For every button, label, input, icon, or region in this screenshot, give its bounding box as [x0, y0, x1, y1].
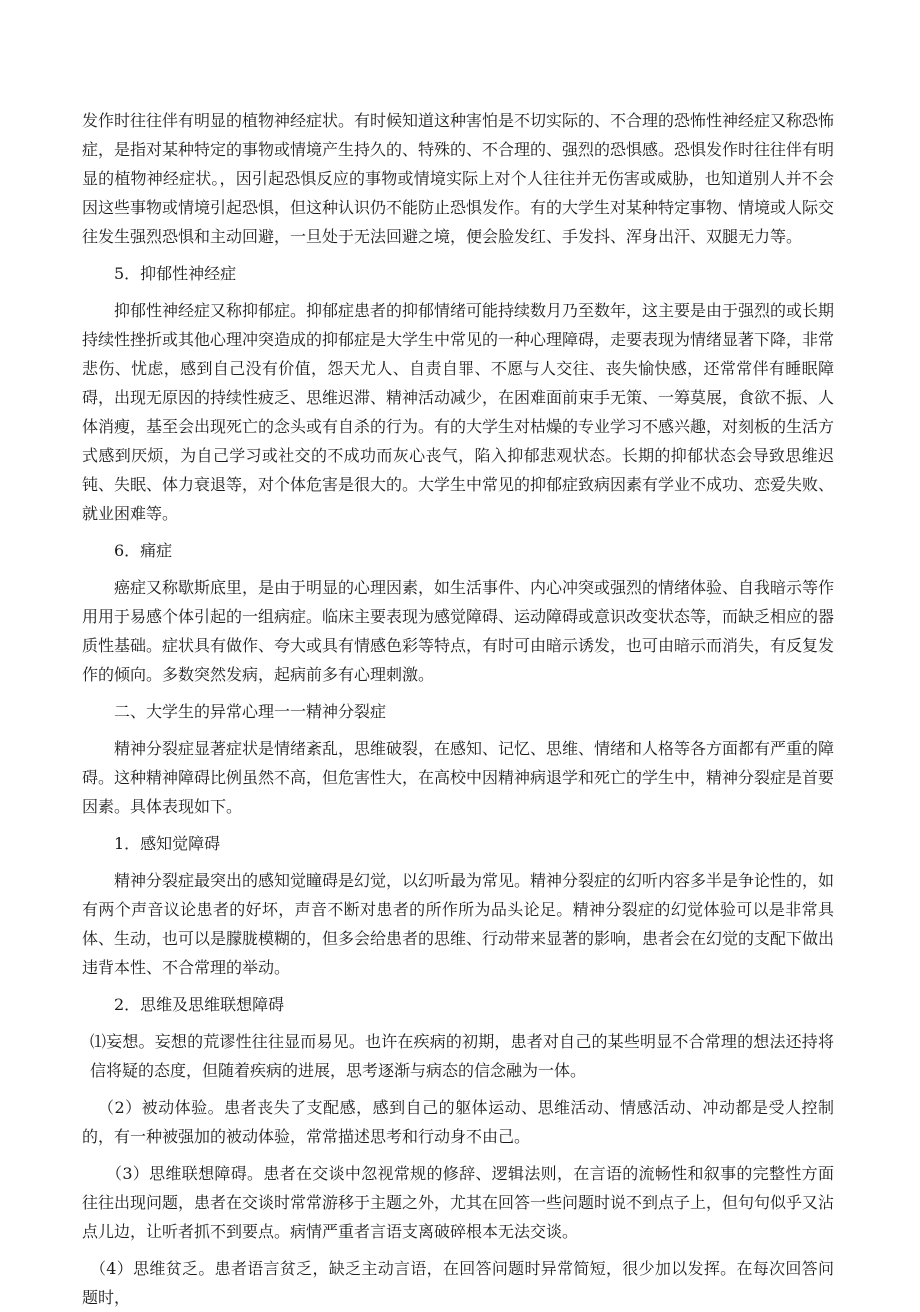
- heading-depressive-neurosis: 5．抑郁性神经症: [114, 264, 237, 283]
- heading-thought-disorder: 2．思维及思维联想障碍: [114, 995, 285, 1014]
- document-page: [82, 106, 834, 1312]
- paragraph-poverty-of-thought: （4）思维贫乏。患者语言贫乏，缺乏主动言语，在回答问题时异常简短，很少加以发挥。在每次回答问题时，: [82, 1259, 834, 1307]
- heading-schizophrenia: 二、大学生的异常心理一一精神分裂症: [114, 702, 387, 721]
- paragraph-phobia: 发作时往往伴有明显的植物神经症状。有时候知道这种害怕是不切实际的、不合理的恐怖性神经症又称恐怖症，是指对某种特定的事物或情境产生持久的、特殊的、不合理的、强烈的恐惧感。恐惧发作时往往伴有明显的植物神经症状。，因引起恐惧反应的事物或情境实际上对个人往往并无伤害或威胁，也知道别人并不会因这些事物或情境引起恐惧，但这种认识仍不能防止恐惧发作。有的大学生对某种特定事物、情境或人际交往发生强烈恐惧和主动回避，一旦处于无法回避之境，便会脸发红、手发抖、浑身出汗、双腿无力等。: [82, 111, 835, 246]
- paragraph-hysteria: 癌症又称歇斯底里，是由于明显的心理因素，如生活事件、内心冲突或强烈的情绪体验、自我暗示等作用用于易感个体引起的一组病症。临床主要表现为感觉障碍、运动障碍或意识改变状态等，而缺乏相应的器质性基础。症状具有做作、夸大或具有情感色彩等特点，有时可由暗示诱发，也可由暗示而消失，有反复发作的倾向。多数突然发病，起病前多有心理刺激。: [82, 578, 835, 684]
- paragraph-passive-experience: （2）被动体验。患者丧失了支配感，感到自己的躯体运动、思维活动、情感活动、冲动都是受人控制的，有一种被强加的被动体验，常常描述思考和行动身不由己。: [82, 1098, 834, 1146]
- heading-perception-disorder: 1．感知觉障碍: [114, 834, 221, 853]
- paragraph-perception-disorder: 精神分裂症最突出的感知觉瞳碍是幻觉，以幻听最为常见。精神分裂症的幻听内容多半是争论性的，如有两个声音议论患者的好坏，声音不断对患者的所作所为品头论足。精神分裂症的幻觉体验可以是非常具体、生动，也可以是朦胧模糊的，但多会给患者的思维、行动带来显著的影响，患者会在幻觉的支配下做出违背本性、不合常理的举动。: [82, 871, 835, 977]
- paragraph-delusion: ⑴妄想。妄想的荒谬性往往显而易见。也许在疾病的初期，患者对自己的某些明显不合常理的想法还持将信将疑的态度，但随着疾病的进展，思考逐渐与病态的信念融为一体。: [90, 1032, 834, 1080]
- paragraph-schizophrenia: 精神分裂症显著症状是情绪紊乱，思维破裂，在感知、记忆、思维、情绪和人格等各方面都有严重的障碍。这种精神障碍比例虽然不高，但危害性大，在高校中因精神病退学和死亡的学生中，精神分裂症是首要因素。具体表现如下。: [82, 739, 835, 816]
- paragraph-depression: 抑郁性神经症又称抑郁症。抑郁症患者的抑郁情绪可能持续数月乃至数年，这主要是由于强烈的或长期持续性挫折或其他心理冲突造成的抑郁症是大学生中常见的一种心理障碍，走要表现为情绪显著下降，非常悲伤、忧虑，感到自己没有价值，怨天尤人、自责自罪、不愿与人交往、丧失愉快感，还常常伴有睡眠障碍，出现无原因的持续性疲乏、思维迟滞、精神活动减少，在困难面前束手无策、一筹莫展，食欲不振、人体消瘦，基至会出现死亡的念头或有自杀的行为。有的大学生对枯燥的专业学习不感兴趣，对刻板的生活方式感到厌烦，为自己学习或社交的不成功而灰心丧气，陷入抑郁悲观状态。长期的抑郁状态会导致思维迟钝、失眠、体力衰退等，对个体危害是很大的。大学生中常见的抑郁症致病因素有学业不成功、恋爱失败、就业困难等。: [82, 301, 835, 523]
- paragraph-association-disorder: （3）思维联想障碍。患者在交谈中忽视常规的修辞、逻辑法则，在言语的流畅性和叙事的完整性方面往往出现问题，患者在交谈时常常游移于主题之外，尤其在回答一些问题时说不到点子上，但句句似乎又沾点儿边，让听者抓不到要点。病情严重者言语支离破碎根本无法交谈。: [82, 1164, 835, 1241]
- heading-hysteria: 6．痛症: [114, 541, 173, 560]
